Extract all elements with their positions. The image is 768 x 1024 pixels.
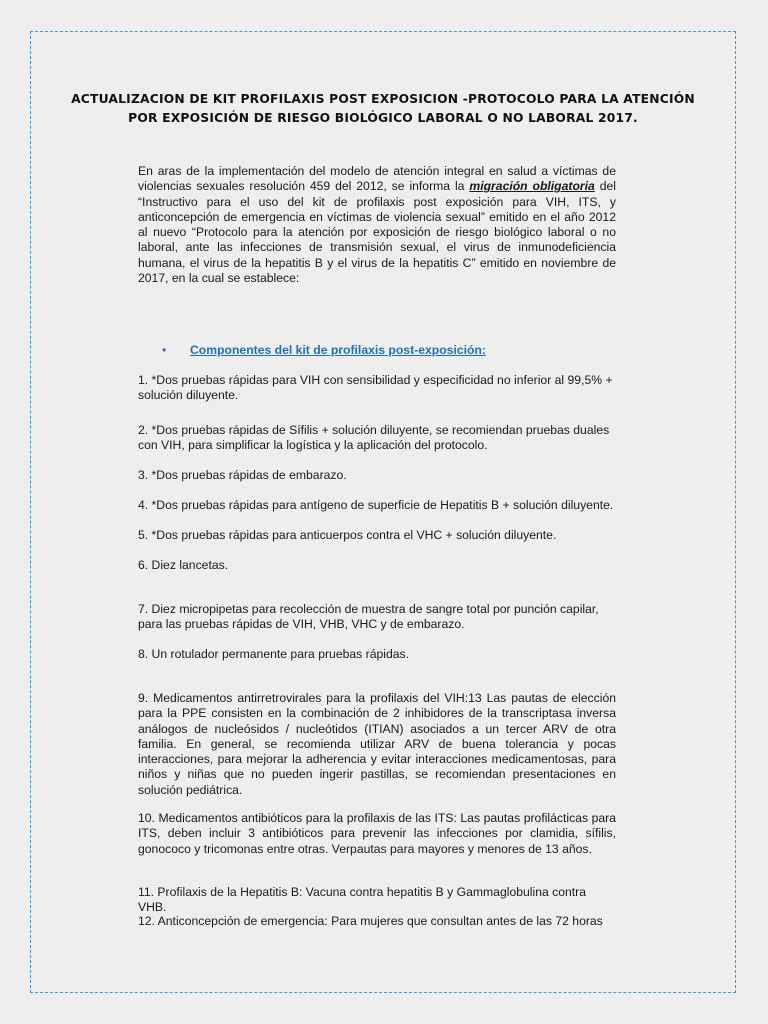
list-item-8: 8. Un rotulador permanente para pruebas rápidas.	[138, 647, 409, 661]
intro-text-end: del “Instructivo para el uso del kit de profilaxis post exposición para VIH, ITS, y anticoncepción de emergencia en víctimas de violencia sexual” emitido en el año 2012 al nuevo “Protocolo para la atención por exposición de riesgo biológico laboral o no laboral, ante las infecciones de transmisión sexual, el virus de inmunodeficiencia humana, el virus de la hepatitis B y el virus de la hepatitis C” emitido en noviembre de 2017, en la cual se establece:	[138, 179, 616, 286]
list-item-2: 2. *Dos pruebas rápidas de Sífilis + solución diluyente, se recomiendan pruebas duales con VIH, para simplificar la logística y la aplicación del protocolo.	[138, 423, 610, 453]
intro-text-start: En aras de la implementación del modelo de atención integral en salud a víctimas de violencias sexuales resolución 459 del 2012, se informa la	[138, 164, 616, 194]
list-item-9: 9. Medicamentos antirretrovirales para la profilaxis del VIH:13 Las pautas de elección para la PPE consisten en la combinación de 2 inhibidores de la transcriptasa inversa análogos de nucleósidos / nucleótidos (ITIAN) asociados a un tercer ARV de otra familia. En general, se recomienda utilizar ARV de buena tolerancia y pocas interacciones, para mejorar la adherencia y evitar interacciones medicamentosas, para niños y niñas que no pueden ingerir pastillas, se recomiendan presentaciones en solución pediátrica.	[138, 691, 616, 797]
list-item-10: 10. Medicamentos antibióticos para la profilaxis de las ITS: Las pautas profilácticas para ITS, deben incluir 3 antibióticos para prevenir las infecciones por clamidia, sífilis, gonococo y tricomonas entre otras. Verpautas para mayores y menores de 13 años.	[138, 811, 616, 856]
bullet-icon: •	[162, 343, 167, 357]
list-item-7: 7. Diez micropipetas para recolección de muestra de sangre total por punción capilar, para las pruebas rápidas de VIH, VHB, VHC y de embarazo.	[138, 602, 599, 632]
section-heading-kit-components	[162, 343, 486, 358]
list-item-11: 11. Profilaxis de la Hepatitis B: Vacuna contra hepatitis B y Gammaglobulina contra VHB.	[138, 885, 587, 915]
intro-paragraph	[138, 164, 616, 286]
list-item-4: 4. *Dos pruebas rápidas para antígeno de superficie de Hepatitis B + solución diluyente.	[138, 498, 614, 512]
list-item-6: 6. Diez lancetas.	[138, 558, 229, 572]
list-item-5: 5. *Dos pruebas rápidas para anticuerpos contra el VHC + solución diluyente.	[138, 528, 557, 542]
document-title: ACTUALIZACION DE KIT PROFILAXIS POST EXPOSICION -PROTOCOLO PARA LA ATENCIÓN POR EXPOSICIÓN DE RIESGO BIOLÓGICO LABORAL O NO LABORAL 2017.	[71, 92, 695, 125]
list-item-3: 3. *Dos pruebas rápidas de embarazo.	[138, 468, 347, 482]
list-item-12: 12. Anticoncepción de emergencia: Para mujeres que consultan antes de las 72 horas	[138, 914, 603, 928]
intro-emphasis: migración obligatoria	[469, 179, 595, 194]
section-heading-text: Componentes del kit de profilaxis post-exposición:	[190, 343, 486, 357]
list-item-1: 1. *Dos pruebas rápidas para VIH con sensibilidad y especificidad no inferior al 99,5% + solución diluyente.	[138, 373, 613, 403]
